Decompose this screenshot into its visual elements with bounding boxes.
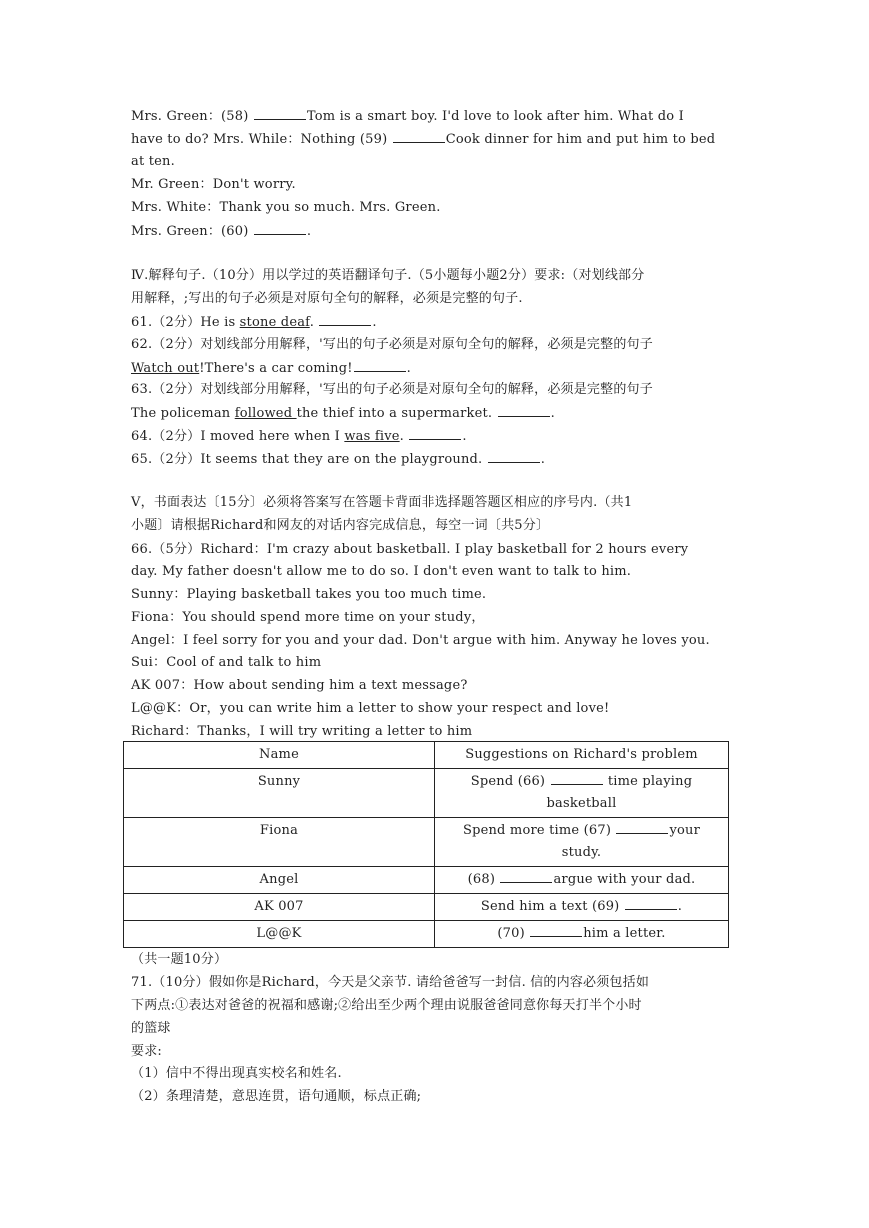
cell-text: time playing bbox=[603, 774, 693, 789]
question-text: 65.（2分）It seems that they are on the playground. bbox=[131, 452, 487, 467]
suggestions-table bbox=[123, 741, 729, 948]
cell-name: Angel bbox=[124, 867, 435, 894]
underlined-phrase: stone deaf bbox=[239, 315, 310, 330]
question-text: . bbox=[540, 452, 546, 467]
dialogue-line: day. My father doesn't allow me to do so. I don't even want to talk to him. bbox=[131, 564, 632, 579]
answer-blank-60[interactable] bbox=[254, 222, 306, 235]
dialogue-line: Mrs. White：Thank you so much. Mrs. Green. bbox=[131, 200, 441, 215]
requirements-heading: 要求: bbox=[131, 1044, 162, 1059]
answer-blank-70[interactable] bbox=[530, 924, 582, 937]
answer-blank-59[interactable] bbox=[393, 130, 445, 143]
underlined-phrase: Watch out bbox=[131, 361, 200, 376]
answer-blank-67[interactable] bbox=[616, 821, 668, 834]
cell-text: Send him a text (69) bbox=[480, 899, 624, 914]
question-62: 62.（2分）对划线部分用解释，'写出的句子必须是对原句全句的解释，必须是完整的句子 bbox=[131, 337, 653, 352]
dialogue-line: Richard：Thanks，I will try writing a letter to him bbox=[131, 724, 473, 739]
answer-blank-64[interactable] bbox=[409, 427, 461, 440]
cell-suggestion bbox=[435, 769, 729, 818]
question-text: the thief into a supermarket. bbox=[296, 406, 497, 421]
question-text: The policeman bbox=[131, 406, 235, 421]
answer-blank-68[interactable] bbox=[500, 870, 552, 883]
cell-text: (70) bbox=[497, 926, 530, 941]
answer-blank-61[interactable] bbox=[319, 313, 371, 326]
cell-suggestion bbox=[435, 894, 729, 921]
dialogue-line: Sunny：Playing basketball takes you too much time. bbox=[131, 587, 487, 602]
question-63: 63.（2分）对划线部分用解释，'写出的句子必须是对原句全句的解释，必须是完整的句子 bbox=[131, 382, 653, 397]
dialogue-line: Fiona：You should spend more time on your study， bbox=[131, 610, 485, 625]
cell-suggestion bbox=[435, 867, 729, 894]
dialogue-text: Tom is a smart boy. I'd love to look after him. What do I bbox=[306, 109, 684, 124]
question-text: . bbox=[309, 315, 319, 330]
dialogue-line-60 bbox=[131, 222, 311, 241]
column-header-name: Name bbox=[124, 742, 435, 769]
dialogue-text: . bbox=[306, 224, 312, 239]
table-row bbox=[124, 818, 729, 867]
cell-text: Spend (66) bbox=[470, 774, 550, 789]
dialogue-line: at ten. bbox=[131, 154, 175, 169]
table-row bbox=[124, 921, 729, 948]
writing-section-heading: （共一题10分） bbox=[131, 952, 228, 967]
cell-text: (68) bbox=[467, 872, 500, 887]
dialogue-text: Mrs. Green：(60) bbox=[131, 224, 253, 239]
cell-text: . bbox=[677, 899, 683, 914]
requirement-2: （2）条理清楚，意思连贯，语句通顺，标点正确; bbox=[131, 1089, 422, 1104]
question-71-cont: 下两点:①表达对爸爸的祝福和感谢;②给出至少两个理由说服爸爸同意你每天打半个小时 bbox=[131, 998, 642, 1013]
cell-text: your bbox=[669, 823, 701, 838]
question-text: . bbox=[372, 315, 377, 330]
section-4-heading-cont: 用解释，;写出的句子必须是对原句全句的解释，必须是完整的句子. bbox=[131, 291, 523, 306]
cell-suggestion bbox=[435, 921, 729, 948]
section-5-heading: Ⅴ，书面表达〔15分〕必须将答案写在答题卡背面非选择题答题区相应的序号内.（共1 bbox=[131, 495, 633, 510]
section-5-heading-cont: 小题〕请根据Richard和网友的对话内容完成信息，每空一词〔共5分〕 bbox=[131, 518, 550, 533]
dialogue-line: Sui：Cool of and talk to him bbox=[131, 655, 322, 670]
question-61 bbox=[131, 313, 377, 332]
question-71-cont: 的篮球 bbox=[131, 1021, 171, 1036]
underlined-phrase: followed bbox=[234, 406, 297, 421]
dialogue-text: Cook dinner for him and put him to bed bbox=[445, 132, 716, 147]
answer-blank-62[interactable] bbox=[354, 359, 406, 372]
question-text: . bbox=[462, 429, 467, 444]
question-65 bbox=[131, 450, 545, 469]
question-63-sentence bbox=[131, 404, 555, 423]
section-4-heading: Ⅳ.解释句子.（10分）用以学过的英语翻译句子.（5小题每小题2分）要求:（对划线部分 bbox=[131, 268, 645, 283]
answer-blank-63[interactable] bbox=[498, 404, 550, 417]
dialogue-line: 66.（5分）Richard：I'm crazy about basketball. I play basketball for 2 hours every bbox=[131, 542, 689, 557]
table-row bbox=[124, 867, 729, 894]
question-text: . bbox=[550, 406, 555, 421]
question-64 bbox=[131, 427, 467, 446]
table-header-row bbox=[124, 742, 729, 769]
question-text: 61.（2分）He is bbox=[131, 315, 240, 330]
cell-text: study. bbox=[561, 845, 602, 860]
question-text: . bbox=[406, 361, 411, 376]
answer-blank-69[interactable] bbox=[625, 897, 677, 910]
question-text: !There's a car coming! bbox=[199, 361, 353, 376]
cell-text: argue with your dad. bbox=[553, 872, 696, 887]
underlined-phrase: was five bbox=[344, 429, 400, 444]
dialogue-line: Angel：I feel sorry for you and your dad. Don't argue with him. Anyway he loves you. bbox=[131, 633, 710, 648]
cell-suggestion bbox=[435, 818, 729, 867]
cell-text: Spend more time (67) bbox=[462, 823, 616, 838]
answer-blank-65[interactable] bbox=[488, 450, 540, 463]
question-62-sentence bbox=[131, 359, 411, 378]
dialogue-line: Mr. Green：Don't worry. bbox=[131, 177, 296, 192]
answer-blank-66[interactable] bbox=[551, 772, 603, 785]
dialogue-line: L@@K：Or，you can write him a letter to show your respect and love! bbox=[131, 701, 610, 716]
cell-name: AK 007 bbox=[124, 894, 435, 921]
table-row bbox=[124, 894, 729, 921]
cell-name: Sunny bbox=[124, 769, 435, 818]
question-71: 71.（10分）假如你是Richard，今天是父亲节. 请给爸爸写一封信. 信的内容必须包括如 bbox=[131, 975, 650, 990]
question-text: 64.（2分）I moved here when I bbox=[131, 429, 345, 444]
cell-name: Fiona bbox=[124, 818, 435, 867]
cell-text: basketball bbox=[546, 796, 617, 811]
answer-blank-58[interactable] bbox=[254, 107, 306, 120]
cell-text: him a letter. bbox=[583, 926, 666, 941]
table-row bbox=[124, 769, 729, 818]
dialogue-line-58 bbox=[131, 107, 684, 126]
question-text: . bbox=[399, 429, 409, 444]
column-header-suggestions: Suggestions on Richard's problem bbox=[435, 742, 729, 769]
dialogue-line: AK 007：How about sending him a text message? bbox=[131, 678, 468, 693]
dialogue-text: have to do? Mrs. While：Nothing (59) bbox=[131, 132, 392, 147]
requirement-1: （1）信中不得出现真实校名和姓名. bbox=[131, 1066, 342, 1081]
dialogue-text: Mrs. Green：(58) bbox=[131, 109, 253, 124]
cell-name: L@@K bbox=[124, 921, 435, 948]
dialogue-line-59 bbox=[131, 130, 715, 149]
